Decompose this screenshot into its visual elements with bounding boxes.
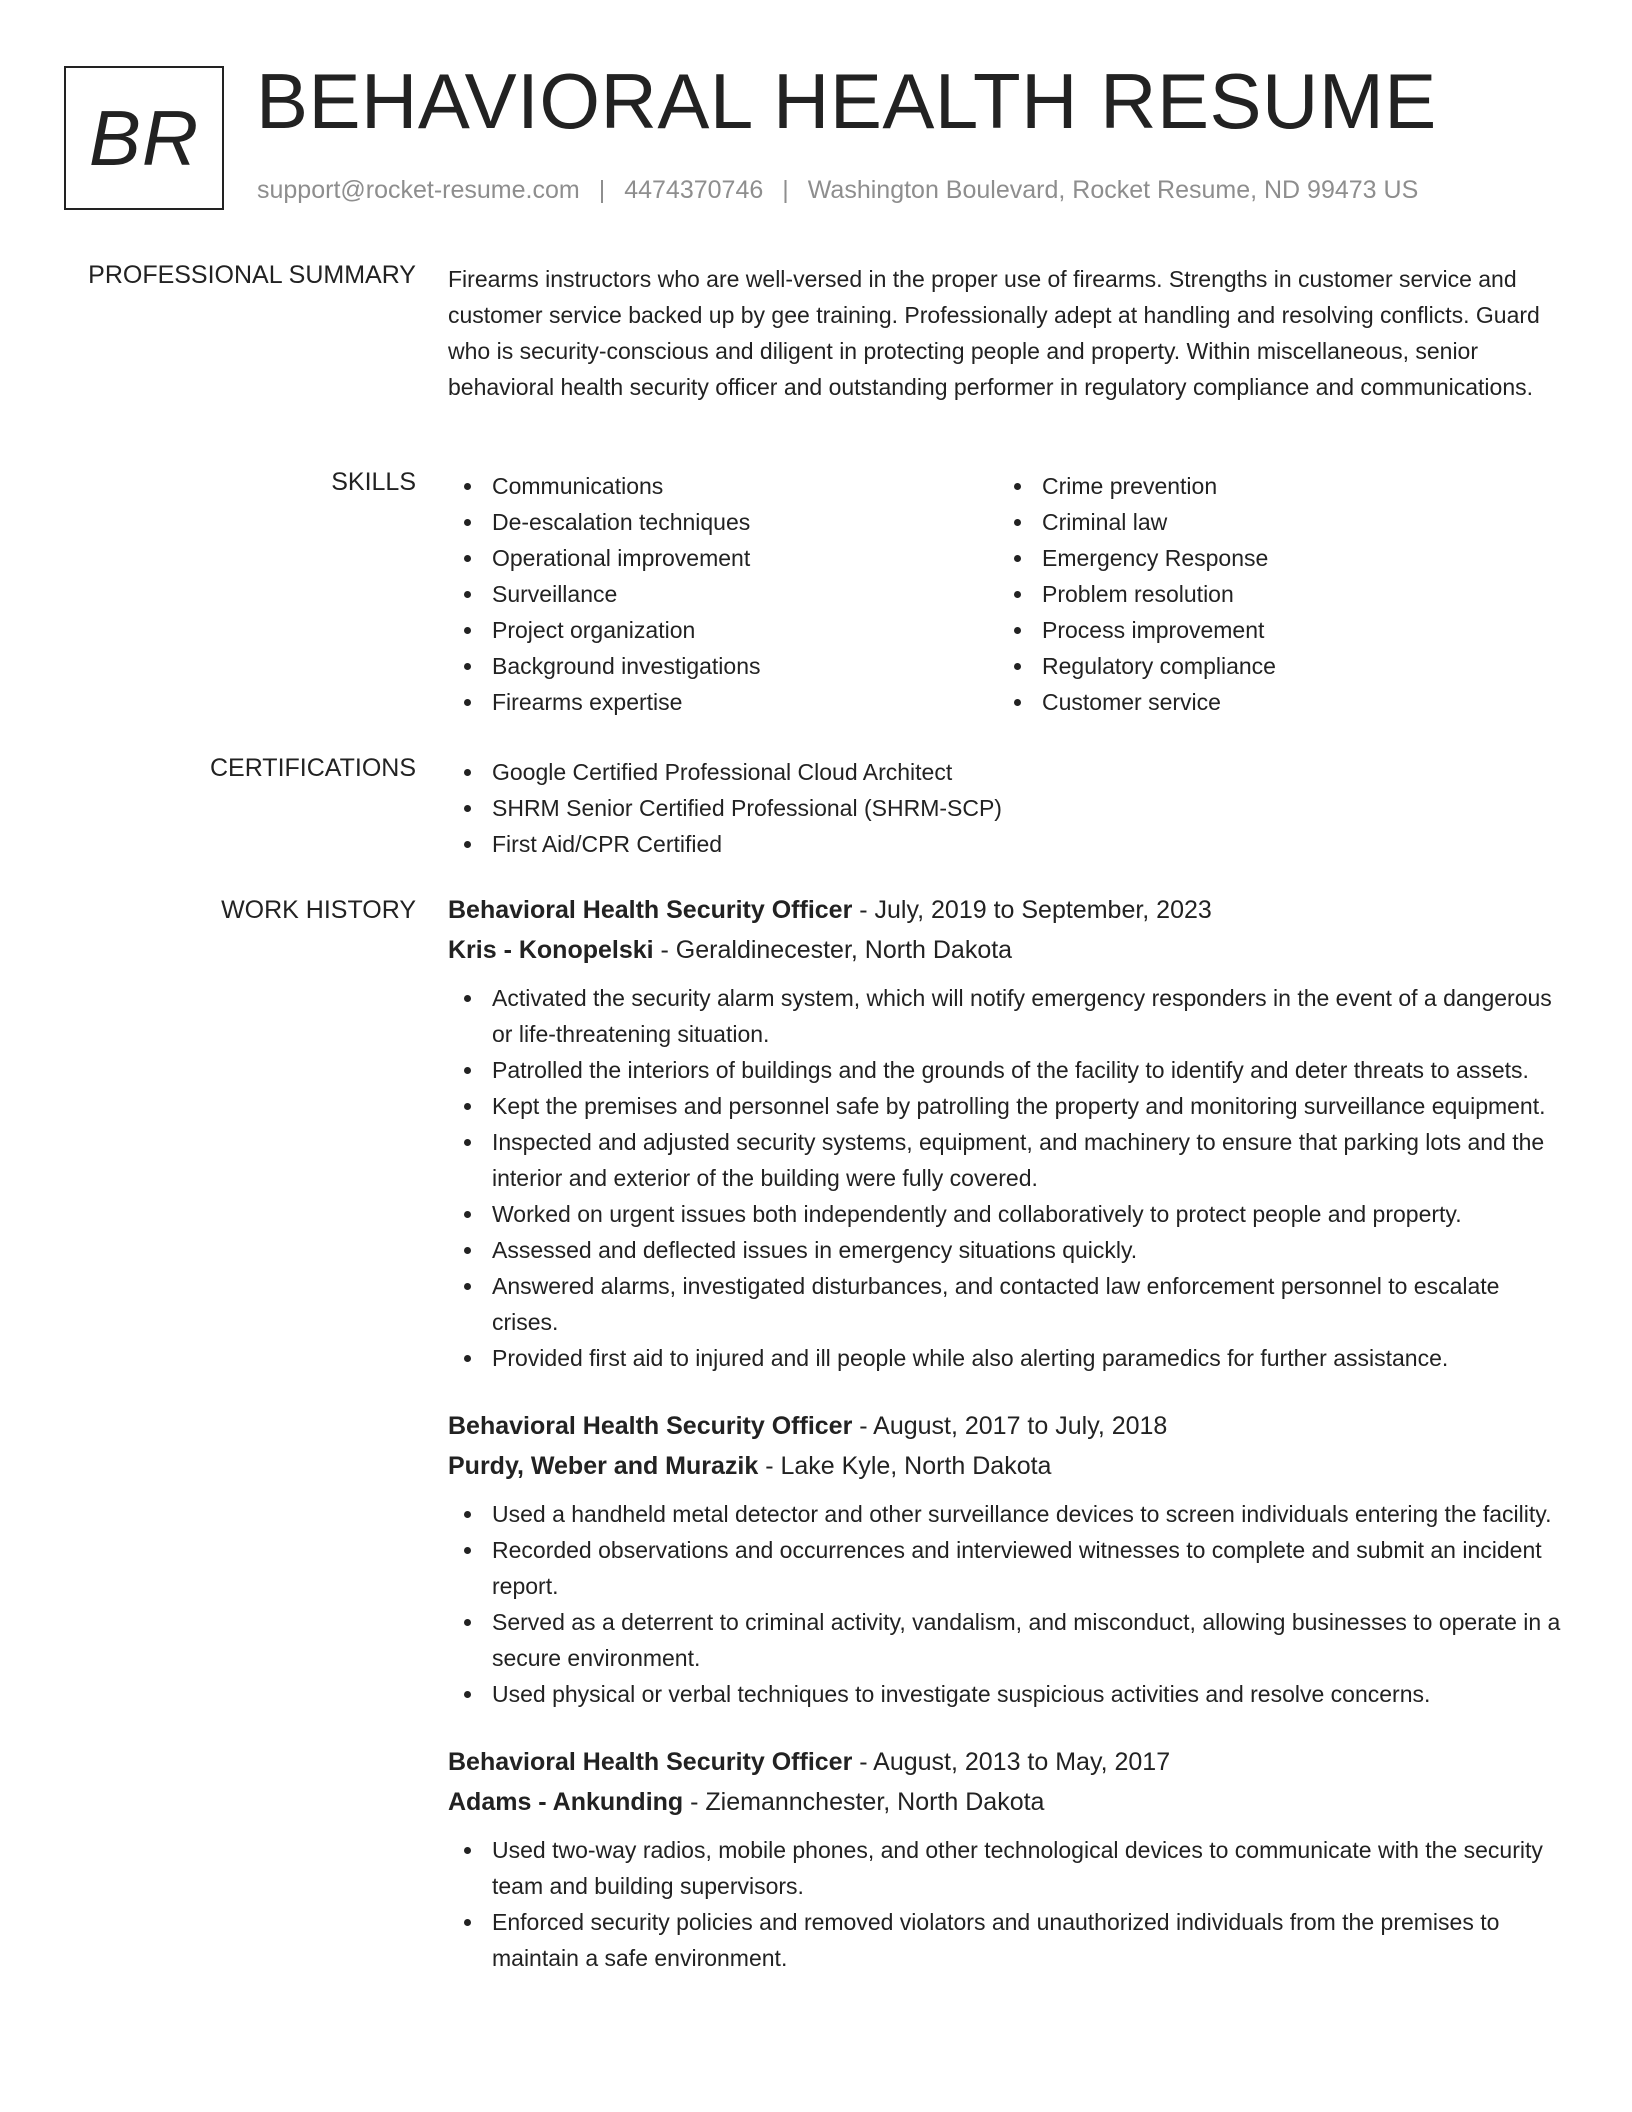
job-title-line	[448, 890, 1568, 930]
skills-column-right	[998, 468, 1548, 720]
job-location: - Lake Kyle, North Dakota	[758, 1452, 1052, 1480]
list-item: Answered alarms, investigated disturbances, and contacted law enforcement personnel to escalate crises.	[448, 1268, 1568, 1340]
list-item: Recorded observations and occurrences and interviewed witnesses to complete and submit an incident report.	[448, 1532, 1568, 1604]
list-item: Activated the security alarm system, which will notify emergency responders in the event of a dangerous or life-threatening situation.	[448, 980, 1568, 1052]
job-bullets	[448, 980, 1568, 1376]
job-title: Behavioral Health Security Officer	[448, 1748, 853, 1776]
list-item: Google Certified Professional Cloud Architect	[448, 754, 1568, 790]
certifications-list	[448, 754, 1568, 862]
summary-text: Firearms instructors who are well-versed in the proper use of firearms. Strengths in customer service and customer service backed up by gee training. Professionally adept at handling and resolving conflicts. Guard who is security-conscious and diligent in protecting people and property. Within miscellaneous, senior behavioral health security officer and outstanding performer in regulatory compliance and communications.	[448, 266, 1540, 400]
contact-separator: |	[782, 176, 789, 204]
job-title: Behavioral Health Security Officer	[448, 1412, 853, 1440]
job-bullets	[448, 1832, 1568, 1976]
list-item: Process improvement	[998, 612, 1548, 648]
list-item: Served as a deterrent to criminal activity, vandalism, and misconduct, allowing businesses to operate in a secure environment.	[448, 1604, 1568, 1676]
job-company: Purdy, Weber and Murazik	[448, 1452, 759, 1480]
contact-phone: 4474370746	[624, 176, 764, 204]
job-entry	[448, 1742, 1568, 1976]
list-item: Worked on urgent issues both independently and collaboratively to protect people and property.	[448, 1196, 1568, 1232]
list-item: Background investigations	[448, 648, 998, 684]
list-item: Inspected and adjusted security systems, equipment, and machinery to ensure that parking lots and the interior and exterior of the building were fully covered.	[448, 1124, 1568, 1196]
list-item: Firearms expertise	[448, 684, 998, 720]
job-location: - Ziemannchester, North Dakota	[683, 1788, 1045, 1816]
list-item: Crime prevention	[998, 468, 1548, 504]
list-item: Provided first aid to injured and ill people while also alerting paramedics for further assistance.	[448, 1340, 1568, 1376]
summary-heading: PROFESSIONAL SUMMARY	[88, 261, 416, 289]
contact-address: Washington Boulevard, Rocket Resume, ND 99473 US	[807, 176, 1419, 204]
skills-grid	[448, 468, 1568, 720]
job-entry	[448, 890, 1568, 1376]
list-item: Operational improvement	[448, 540, 998, 576]
job-bullets	[448, 1496, 1568, 1712]
list-item: Surveillance	[448, 576, 998, 612]
job-title: Behavioral Health Security Officer	[448, 896, 853, 924]
list-item: Regulatory compliance	[998, 648, 1548, 684]
job-company-line	[448, 1782, 1568, 1822]
job-company: Adams - Ankunding	[448, 1788, 684, 1816]
list-item: Patrolled the interiors of buildings and the grounds of the facility to identify and deter threats to assets.	[448, 1052, 1568, 1088]
list-item: Problem resolution	[998, 576, 1548, 612]
contact-email: support@rocket-resume.com	[257, 176, 580, 204]
job-company: Kris - Konopelski	[448, 936, 654, 964]
job-dates: - July, 2019 to September, 2023	[852, 896, 1212, 924]
skills-column-left	[448, 468, 998, 720]
list-item: Used a handheld metal detector and other surveillance devices to screen individuals entering the facility.	[448, 1496, 1568, 1532]
list-item: Kept the premises and personnel safe by patrolling the property and monitoring surveillance equipment.	[448, 1088, 1568, 1124]
list-item: Used physical or verbal techniques to investigate suspicious activities and resolve concerns.	[448, 1676, 1568, 1712]
monogram-box	[64, 66, 224, 210]
list-item: Enforced security policies and removed violators and unauthorized individuals from the premises to maintain a safe environment.	[448, 1904, 1568, 1976]
list-item: Communications	[448, 468, 998, 504]
list-item: Criminal law	[998, 504, 1548, 540]
list-item: First Aid/CPR Certified	[448, 826, 1568, 862]
work-history-list	[448, 890, 1568, 2006]
job-dates: - August, 2013 to May, 2017	[852, 1748, 1171, 1776]
job-entry	[448, 1406, 1568, 1712]
list-item: Emergency Response	[998, 540, 1548, 576]
list-item: Used two-way radios, mobile phones, and other technological devices to communicate with the security team and building supervisors.	[448, 1832, 1568, 1904]
job-company-line	[448, 1446, 1568, 1486]
list-item: Project organization	[448, 612, 998, 648]
monogram-initials: BR	[88, 93, 200, 182]
list-item: De-escalation techniques	[448, 504, 998, 540]
job-dates: - August, 2017 to July, 2018	[852, 1412, 1168, 1440]
contact-separator: |	[598, 176, 606, 204]
work-history-heading: WORK HISTORY	[221, 896, 416, 924]
skills-heading: SKILLS	[331, 468, 416, 496]
resume-title: BEHAVIORAL HEALTH RESUME	[256, 57, 1437, 145]
job-title-line	[448, 1742, 1568, 1782]
contact-line	[257, 176, 1418, 205]
job-company-line	[448, 930, 1568, 970]
list-item: SHRM Senior Certified Professional (SHRM-SCP)	[448, 790, 1568, 826]
list-item: Customer service	[998, 684, 1548, 720]
job-location: - Geraldinecester, North Dakota	[653, 936, 1013, 964]
list-item: Assessed and deflected issues in emergency situations quickly.	[448, 1232, 1568, 1268]
certifications-heading: CERTIFICATIONS	[209, 754, 416, 782]
job-title-line	[448, 1406, 1568, 1446]
